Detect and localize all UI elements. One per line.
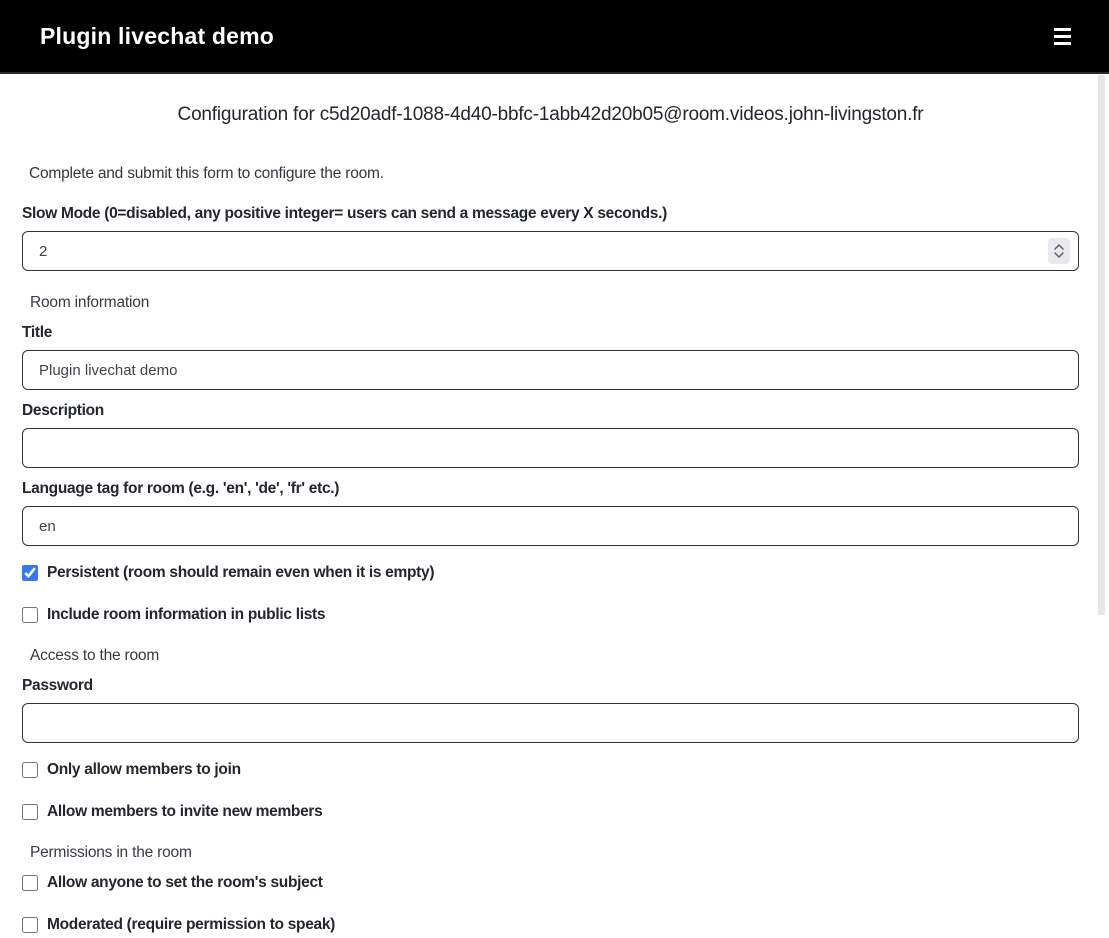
form-instructions: Complete and submit this form to configure the room.: [29, 165, 384, 182]
public-list-checkbox-label: Include room information in public lists: [47, 606, 326, 623]
slow-mode-label: Slow Mode (0=disabled, any positive integer= users can send a message every X seconds.): [22, 205, 667, 222]
moderated-checkbox[interactable]: [22, 917, 38, 933]
scrollbar[interactable]: [1097, 75, 1106, 938]
members-only-checkbox[interactable]: [22, 762, 38, 778]
members-only-checkbox-label: Only allow members to join: [47, 761, 241, 778]
description-input[interactable]: [22, 428, 1079, 468]
section-access: Access to the room: [30, 647, 160, 664]
room-config-form: [22, 164, 1079, 934]
title-input[interactable]: [22, 350, 1079, 390]
number-stepper[interactable]: [1048, 238, 1070, 264]
allow-invites-checkbox-label: Allow members to invite new members: [47, 803, 323, 820]
app-header: [0, 0, 1109, 74]
scrollbar-thumb[interactable]: [1098, 75, 1105, 615]
persistent-checkbox-row[interactable]: [22, 563, 1079, 582]
moderated-checkbox-row[interactable]: [22, 915, 1079, 934]
change-subject-checkbox-row[interactable]: [22, 873, 1079, 892]
slow-mode-field: [22, 231, 1079, 271]
allow-invites-checkbox[interactable]: [22, 804, 38, 820]
change-subject-checkbox-label: Allow anyone to set the room's subject: [47, 874, 323, 891]
persistent-checkbox-label: Persistent (room should remain even when it is empty): [47, 564, 435, 581]
section-permissions: Permissions in the room: [30, 844, 192, 861]
allow-invites-checkbox-row[interactable]: [22, 802, 1079, 821]
public-list-checkbox-row[interactable]: [22, 605, 1079, 624]
room-config-page: [0, 104, 1109, 934]
section-room-information: Room information: [30, 294, 150, 311]
chevron-down-icon: [1054, 252, 1064, 258]
hamburger-icon: [1054, 28, 1071, 45]
members-only-checkbox-row[interactable]: [22, 760, 1079, 779]
description-label: Description: [22, 402, 104, 419]
password-label: Password: [22, 677, 93, 694]
persistent-checkbox[interactable]: [22, 565, 38, 581]
slow-mode-input[interactable]: [22, 231, 1079, 271]
page-title: Configuration for c5d20adf-1088-4d40-bbfc-1abb42d20b05@room.videos.john-livingston.fr: [177, 104, 924, 125]
change-subject-checkbox[interactable]: [22, 875, 38, 891]
app-title: Plugin livechat demo: [40, 22, 275, 49]
moderated-checkbox-label: Moderated (require permission to speak): [47, 916, 336, 933]
public-list-checkbox[interactable]: [22, 607, 38, 623]
language-label: Language tag for room (e.g. 'en', 'de', 'fr' etc.): [22, 480, 340, 497]
menu-toggle-button[interactable]: [1050, 24, 1075, 49]
chevron-up-icon: [1054, 244, 1064, 250]
title-label: Title: [22, 324, 53, 341]
password-input[interactable]: [22, 703, 1079, 743]
language-input[interactable]: [22, 506, 1079, 546]
